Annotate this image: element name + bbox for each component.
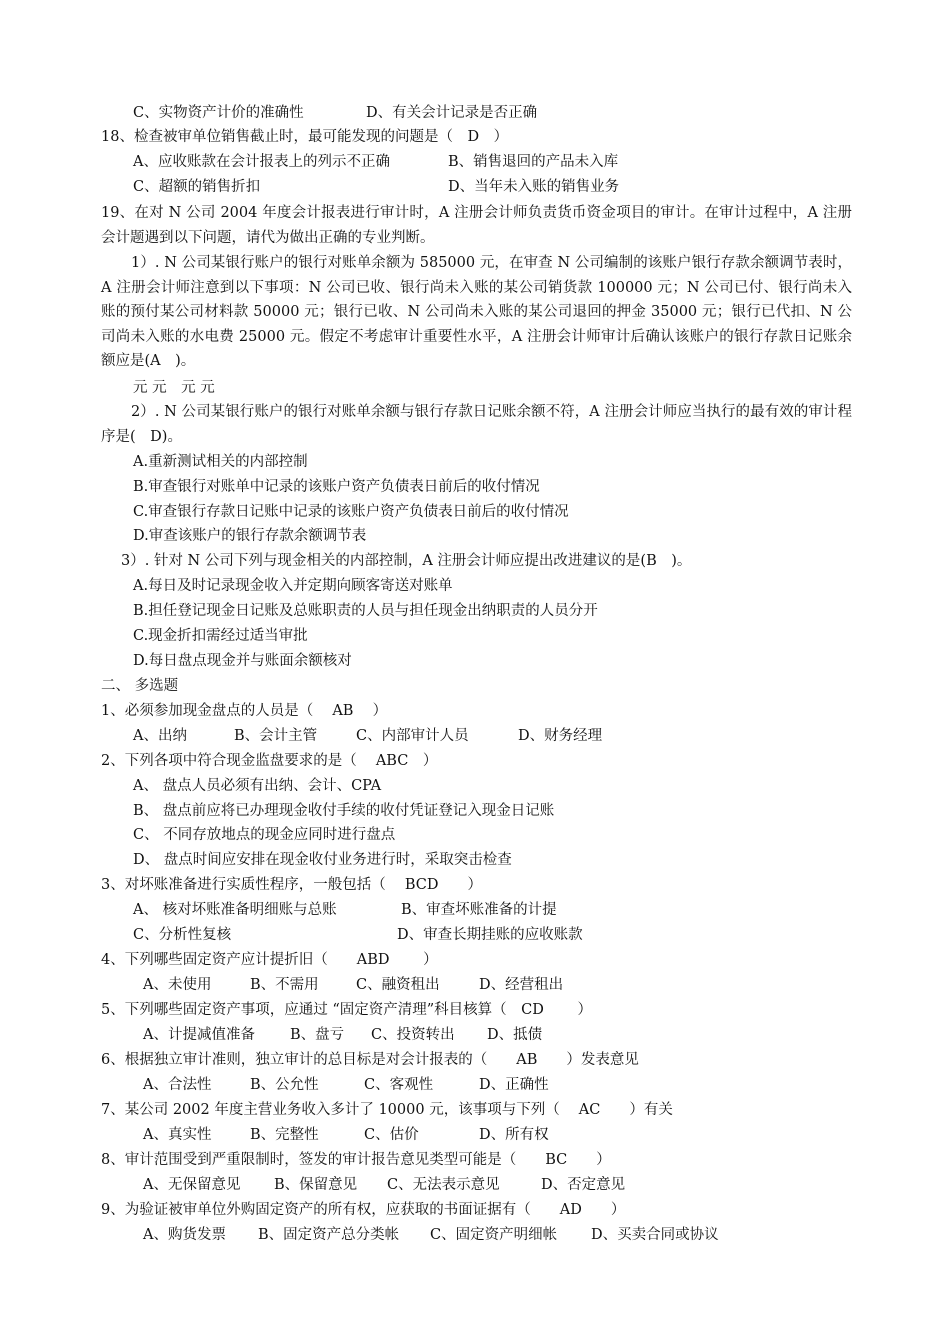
multi-question-7-option-d: D、所有权 bbox=[479, 1127, 549, 1143]
multi-question-9: 9、为验证被审单位外购固定资产的所有权，应获取的书面证据有（ AD ） bbox=[101, 1202, 626, 1218]
multi-question-9-option-c: C、固定资产明细帐 bbox=[430, 1227, 558, 1243]
multi-question-8: 8、审计范围受到严重限制时，签发的审计报告意见类型可能是（ BC ） bbox=[101, 1152, 611, 1168]
question-19-part-1 bbox=[101, 251, 852, 374]
multi-question-2-option-c: C、 不同存放地点的现金应同时进行盘点 bbox=[133, 827, 396, 843]
question-19-part-3-option-b: B.担任登记现金日记账及总账职责的人员与担任现金出纳职责的人员分开 bbox=[133, 603, 598, 619]
multi-question-6-option-b: B、公允性 bbox=[250, 1077, 319, 1093]
multi-question-5-option-c: C、投资转出 bbox=[371, 1027, 455, 1043]
multi-question-6-option-c: C、客观性 bbox=[364, 1077, 434, 1093]
question-19-part-2 bbox=[101, 400, 852, 449]
multi-question-3-option-a: A、 核对坏账准备明细账与总账 bbox=[133, 902, 337, 918]
multi-question-8-option-c: C、无法表示意见 bbox=[387, 1177, 500, 1193]
multi-question-4-option-a: A、未使用 bbox=[143, 977, 212, 993]
multi-question-9-option-a: A、购货发票 bbox=[143, 1227, 226, 1243]
question-19-part-1-options: 元 元 元 元 bbox=[133, 380, 215, 396]
multi-question-9-option-b: B、固定资产总分类帐 bbox=[258, 1227, 400, 1243]
multi-question-1-option-d: D、财务经理 bbox=[518, 728, 603, 744]
question-19-part-2-option-d: D.审查该账户的银行存款余额调节表 bbox=[133, 528, 367, 544]
multi-question-4-option-d: D、经营租出 bbox=[479, 977, 564, 993]
multi-question-7-option-b: B、完整性 bbox=[250, 1127, 319, 1143]
multi-question-9-option-d: D、买卖合同或协议 bbox=[591, 1227, 719, 1243]
multi-question-4-option-b: B、不需用 bbox=[250, 977, 319, 993]
question-19-part-2-option-c: C.审查银行存款日记账中记录的该账户资产负债表日前后的收付情况 bbox=[133, 504, 569, 520]
multi-question-5-option-a: A、计提减值准备 bbox=[143, 1027, 255, 1043]
multi-question-1-option-a: A、出纳 bbox=[133, 728, 187, 744]
multi-question-3: 3、对坏账准备进行实质性程序，一般包括（ BCD ） bbox=[101, 877, 482, 893]
question-19-intro: 19、在对 N 公司 2004 年度会计报表进行审计时，A 注册会计师负责货币资金项目的审计。在审计过程中，A 注册会计题遇到以下问题，请代为做出正确的专业判断。 bbox=[101, 205, 852, 246]
multi-question-2-option-a: A、 盘点人员必须有出纳、会计、CPA bbox=[133, 778, 382, 794]
question-18-option-a: A、应收账款在会计报表上的列示不正确 bbox=[133, 154, 390, 170]
option-d: D、有关会计记录是否正确 bbox=[366, 105, 538, 121]
question-19-part-3-option-a: A.每日及时记录现金收入并定期向顾客寄送对账单 bbox=[133, 578, 453, 594]
multi-question-1-option-c: C、内部审计人员 bbox=[356, 728, 469, 744]
multi-question-7-option-c: C、估价 bbox=[364, 1127, 419, 1143]
multi-question-3-option-b: B、审查坏账准备的计提 bbox=[401, 902, 557, 918]
question-19-part-3: 3）. 针对 N 公司下列与现金相关的内部控制，A 注册会计师应提出改进建议的是(B )。 bbox=[121, 553, 692, 569]
multi-question-2-option-d: D、 盘点时间应安排在现金收付业务进行时，采取突击检查 bbox=[133, 852, 512, 868]
multi-question-8-option-b: B、保留意见 bbox=[274, 1177, 358, 1193]
multi-question-4-option-c: C、融资租出 bbox=[356, 977, 440, 993]
multi-question-6-option-d: D、正确性 bbox=[479, 1077, 549, 1093]
multi-question-8-option-a: A、无保留意见 bbox=[143, 1177, 241, 1193]
question-19-part-2-option-b: B.审查银行对账单中记录的该账户资产负债表日前后的收付情况 bbox=[133, 479, 540, 495]
multi-question-2: 2、下列各项中符合现金监盘要求的是（ ABC ） bbox=[101, 753, 438, 769]
multi-question-2-option-b: B、 盘点前应将已办理现金收付手续的收付凭证登记入现金日记账 bbox=[133, 803, 555, 819]
multi-question-7: 7、某公司 2002 年度主营业务收入多计了 10000 元，该事项与下列（ AC ）有关 bbox=[101, 1102, 673, 1118]
multi-question-5-option-d: D、抵债 bbox=[487, 1027, 543, 1043]
multi-question-1-option-b: B、会计主管 bbox=[234, 728, 318, 744]
question-18-option-c: C、超额的销售折扣 bbox=[133, 179, 261, 195]
multi-question-5-option-b: B、盘亏 bbox=[290, 1027, 345, 1043]
question-19-part-2-option-a: A.重新测试相关的内部控制 bbox=[133, 454, 308, 470]
multi-question-4: 4、下列哪些固定资产应计提折旧（ ABD ） bbox=[101, 952, 438, 968]
option-c: C、实物资产计价的准确性 bbox=[133, 105, 304, 121]
multi-question-7-option-a: A、真实性 bbox=[143, 1127, 212, 1143]
multi-question-3-option-d: D、审查长期挂账的应收账款 bbox=[397, 927, 583, 943]
question-18: 18、检查被审单位销售截止时，最可能发现的问题是（ D ） bbox=[101, 129, 509, 145]
multi-question-6: 6、根据独立审计准则，独立审计的总目标是对会计报表的（ AB ）发表意见 bbox=[101, 1052, 639, 1068]
multi-question-5: 5、下列哪些固定资产事项，应通过 “固定资产清理”科目核算（ CD ） bbox=[101, 1002, 592, 1018]
section-heading-multiple-choice: 二、 多选题 bbox=[101, 678, 179, 694]
multi-question-1: 1、必须参加现金盘点的人员是（ AB ） bbox=[101, 703, 388, 719]
multi-question-8-option-d: D、否定意见 bbox=[541, 1177, 626, 1193]
question-19-part-1-text: 1）. N 公司某银行账户的银行对账单余额为 585000 元，在审查 N 公司编制的该账户银行存款余额调节表时，A 注册会计师注意到以下事项：N 公司已收、银行尚未入账的某公司销货款 100000 元；N 公司已付、银行尚未入账的预付某公司材料款 50000 元；银行已收、N 公司尚未入账的某公司退回的押金 35000 元；银行已代扣、N 公司尚未入账的水电费 25000 元。假定不考虑审计重要性水平，A 注册会计师审计后确认该账户的银行存款日记账余额应是(A )。 bbox=[101, 255, 852, 370]
multi-question-6-option-a: A、合法性 bbox=[143, 1077, 212, 1093]
question-19-part-2-text: 2）. N 公司某银行账户的银行对账单余额与银行存款日记账余额不符，A 注册会计师应当执行的最有效的审计程序是( D)。 bbox=[101, 404, 852, 445]
question-18-option-d: D、当年未入账的销售业务 bbox=[448, 179, 620, 195]
multi-question-3-option-c: C、分析性复核 bbox=[133, 927, 232, 943]
question-19-part-3-option-d: D.每日盘点现金并与账面余额核对 bbox=[133, 653, 352, 669]
question-19-part-3-option-c: C.现金折扣需经过适当审批 bbox=[133, 628, 308, 644]
question-18-option-b: B、销售退回的产品未入库 bbox=[448, 154, 619, 170]
